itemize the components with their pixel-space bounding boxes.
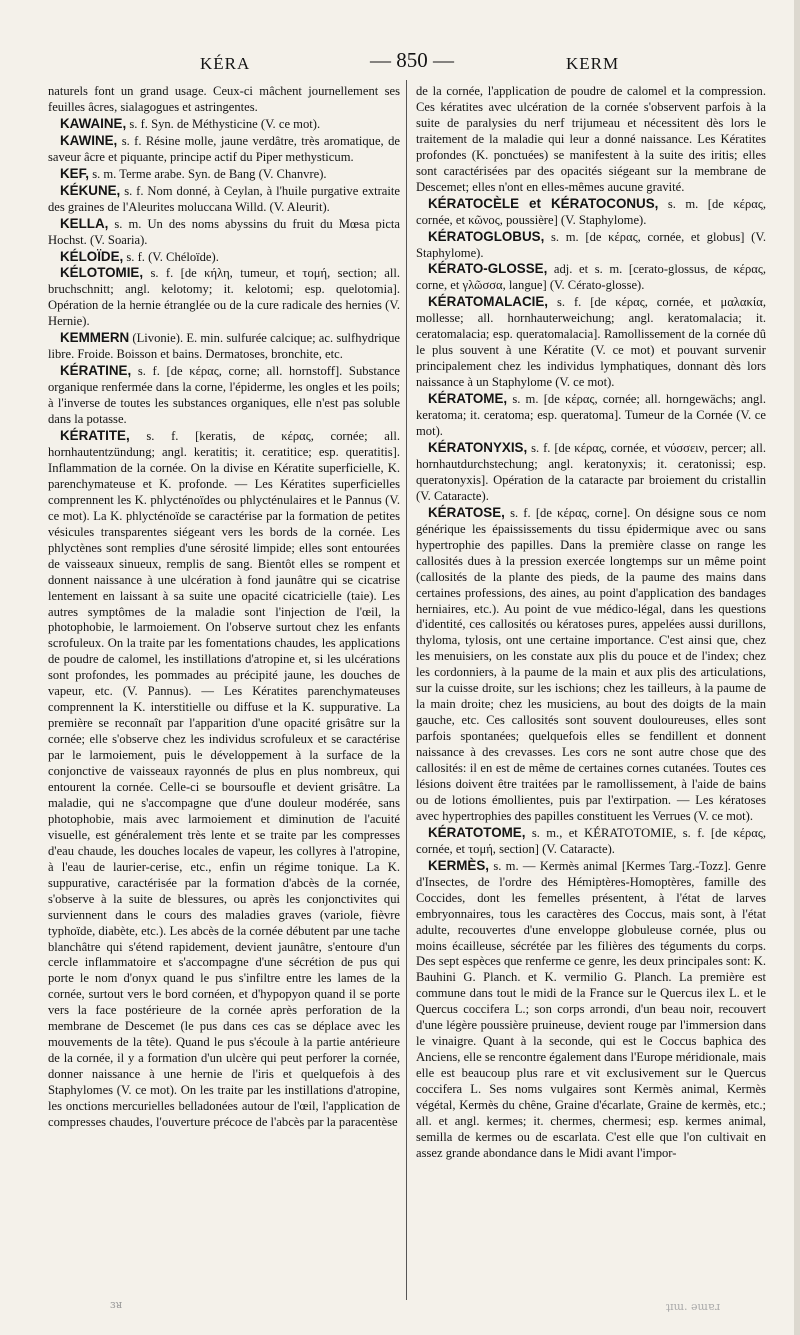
dictionary-entry — [48, 363, 400, 428]
entry-text: s. m. [de κέρας, cornée, et κῶνος, poussière] (V. Staphylome). — [416, 196, 766, 227]
entry-text: s. m. — Kermès animal [Kermes Targ.-Tozz]. Genre d'Insectes, de l'ordre des Hémiptères-Homoptères, famille des Coccides, dont les femelles présentent, à l'état de larves embryonnaires, tous les caractères des Coccus, mais sont, à l'état adulte, recouvertes d'une enveloppe globuleuse cornée, plus ou moins écailleuse, sécrétée par les filières des téguments du corps. Des sept espèces que renferme ce genre, les deux principales sont: K. Bauhini G. Planch. et K. vermilio G. Planch. La première est commune dans tout le midi de la France sur le Quercus ilex L. et le Quercus coccifera L.; son corps arrondi, d'un beau noir, recouvert d'une légère poussière pruineuse, devient rouge par l'immersion dans le vinaigre. Quant à la seconde, qui est le Coccus baphica des Anciens, elle se rencontre également dans l'Europe méridionale, mais elle est beaucoup plus rare et vit exclusivement sur le Quercus coccifera L. Ses noms vulgaires sont Kermès animal, Kermès végétal, Kermès du chêne, Graine d'écarlate, Graine de kermès, etc.; all. et angl. kermes; it. chermes, chermesi; esp. kermes animal, semilla de kermes ou de escarlata. C'est elle que l'on cultivait en assez grande abondance dans le Midi avant l'impor- — [416, 858, 766, 1160]
entry-text: s. m. [de κέρας, cornée; all. horngewächs; angl. keratoma; it. ceratoma; esp. queratoma]. Tumeur de la Cornée (V. ce mot). — [416, 392, 766, 439]
entry-text: s. m. Terme arabe. Syn. de Bang (V. Chanvre). — [92, 166, 327, 181]
entry-text: naturels font un grand usage. Ceux-ci mâchent journellement ses feuilles âcres, sialagogues et astringentes. — [48, 84, 400, 114]
dictionary-entry — [416, 505, 766, 825]
page-edge — [794, 0, 800, 1335]
entry-headword: KEF, — [60, 165, 90, 181]
entry-headword: KÉRATOGLOBUS, — [428, 228, 545, 244]
entry-text: s. f. [keratis, de κέρας, cornée; all. hornhautentzündung; angl. keratitis; it. ceratitice; esp. queratitis]. Inflammation de la cornée. On la divise en Kératite superficielle, K. parenchymateuse et K. profonde. — Les Kératites superficielles comprennent les K. phlycténoïdes ou phlycténulaires et le Pannus (V. ce mot). La K. phlycténoïde se caractérise par la formation de petites vésicules transparentes siégeant vers les bords de la cornée. Les phlyctènes sont remplies d'une sérosité limpide; elles sont entourées de vaisseaux sinueux, remplis de sang. Bientôt elles se rompent et donnent naissance à une ulcération à fond jaunâtre qui se cicatrise lentement en laissant à sa suite une opacité cicatricielle (taie). Les autres symptômes de la maladie sont l'injection de l'œil, la photophobie, le larmoiement. On l'observe surtout chez les enfants scrofuleux. On la traite par les fomentations chaudes, les applications de poudre de calomel, les instillations d'atropine et, si les ulcérations sont profondes, les pommades au précipité jaune, les douches de vapeur, etc. (V. Pannus). — Les Kératites parenchymateuses comprennent la K. interstitielle ou diffuse et la K. suppurative. La première se reconnaît par l'apparition d'une opacité grisâtre sur la cornée; elle s'observe chez les individus scrofuleux et se caractérise par le larmoiement, puis le développement à la surface de la conjonctive de vaisseaux rayonnés de plus en plus nombreux, qui entourent la cornée. Celle-ci se boursoufle et devient grisâtre. La maladie, qui ne s'accompagne que d'une douleur modérée, sans photophobie, mais avec larmoiement et diminution de l'acuité visuelle, est généralement très lente et se traite par les compresses d'eau chaude, les douches locales de vapeur, les collyres à l'atropine, à l'eau de laurier-cerise, etc., enfin un régime tonique. La K. suppurative, caractérisée par la formation d'abcès de la cornée, s'observe à la suite de blessures, ou après les conjonctivites qui surviennent dans le cours des maladies graves (variole, fièvre typhoïde, diabète, etc.). Les abcès de la cornée débutent par une tache blanchâtre qui s'étend rapidement, devient jaunâtre, s'entoure d'un cercle inflammatoire et s'accompagne d'une sécrétion de pus qui porte le nom d'onyx quand le pus s'infiltre entre les lames de la cornée, surtout vers le bord cornéen, et d'hypopyon quand il se porte vers la face postérieure de la cornée après perforation de la membrane de Descemet (le pus dans ces cas se déplace avec les mouvements de la tête). Quand le pus s'écoule à la partie antérieure de la cornée, il y a formation d'un ulcère qui peut perforer la cornée, donner naissance à une hernie de l'iris et quelquefois à des Staphylomes (V. ce mot). On les traite par les instillations d'atropine, les onctions mercurielles belladonées autour de l'œil, l'application de compresses chaudes, l'ouverture précoce de l'abcès par la paracentèse — [48, 429, 400, 1129]
footer-mark-right: ʇɪɯ. ǝɯɐɹ — [665, 1300, 720, 1313]
dictionary-entry — [48, 428, 400, 1131]
page-number: — 850 — — [370, 48, 454, 72]
running-head-right: KERM — [566, 54, 620, 73]
entry-headword: KÉLOTOMIE, — [60, 265, 144, 281]
dictionary-entry — [48, 330, 400, 363]
dictionary-entry — [416, 391, 766, 440]
dictionary-entry — [48, 265, 400, 330]
dictionary-entry — [416, 196, 766, 229]
entry-text: s. f. [de κήλη, tumeur, et τομή, section; all. bruchschnitt; angl. kelotomy; it. kelotomi; esp. quelotomia]. Opération de la hernie étranglée ou de la cure radicale des hernies (V. Hernie). — [48, 266, 400, 329]
entry-headword: KÉRATOTOME, — [428, 824, 526, 840]
entry-text: s. f. Syn. de Méthysticine (V. ce mot). — [129, 116, 321, 131]
entry-text: s. f. [de κέρας, corne]. On désigne sous ce nom générique les épaississements du tissu épidermique avec ou sans hypertrophie des papilles. Dans la première classe on range les callosités dues à la pression exercée longtemps sur un même point (callosités de la plante des pieds, de la paume des mains dans certaines professions, des aines, au point d'application des bandages herniaires, etc.). Au point de vue médico-légal, dans les questions d'identité, ces callosités ou kératoses pures, appelées aussi durillons, thyloma, tylosis, ont une certaine importance. C'est ainsi que, chez les menuisiers, on les constate aux plis du pouce et de l'index; chez les cordonniers, à la paume de la main et aux plis des articulations, sur la cuisse droite, sur les ischions; chez les tailleurs, à la paume de la main droite; chez les musiciens, au bout des doigts de la main gauche, etc. Ces callosités sont souvent douloureuses, elles sont parfois spontanées; quelquefois elles se fendillent et donnent naissance à des crevasses. Les cors ne sont autre chose que des callosités: il en est de même de certaines cornes cutanées. Toutes ces lésions doivent être traitées par le ramollissement, à l'aide de bains ou de lotions émollientes, puis par l'extirpation. — Les kératoses avec hypertrophies des papilles constituent les Verrues (V. ce mot). — [416, 505, 766, 823]
entry-text: (Livonie). E. min. sulfurée calcique; ac. sulfhydrique libre. Froide. Boisson et bains. Dermatoses, bronchite, etc. — [48, 331, 400, 362]
entry-text: de la cornée, l'application de poudre de calomel et la compression. Ces kératites avec ulcération de la cornée s'observent parfois à la suite de paralysies du nerf trijumeau et nécessitent dès lors le traitement de la maladie qui leur a donné naissance. Les Kératites profondes (K. ponctuées) se manifestent à la suite des iritis; elles sont caractérisées par des opacités siégeant sur la membrane de Descemet; elles n'ont en elles-mêmes aucune gravité. — [416, 84, 766, 194]
running-head-left: KÉRA — [200, 54, 251, 73]
dictionary-entry — [416, 229, 766, 262]
entry-text: s. m. Un des noms abyssins du fruit du Mœsa picta Hochst. (V. Soaria). — [48, 216, 400, 247]
entry-text: s. f. [de κέρας, cornée, et νύσσειν, percer; all. hornhautdurchstechung; angl. keratonyxis; it. ceratonissi; esp. queratonyxis]. Opération de la cataracte par broiement du cristallin (V. Cataracte). — [416, 440, 766, 503]
entry-headword: KAWAINE, — [60, 115, 127, 131]
entry-text: adj. et s. m. [cerato-glossus, de κέρας, corne, et γλῶσσα, langue] (V. Cérato-glosse). — [416, 262, 766, 293]
entry-headword: KÉRATO-GLOSSE, — [428, 261, 548, 277]
entry-headword: KÉKUNE, — [60, 182, 121, 198]
entry-headword: KAWINE, — [60, 132, 118, 148]
entry-headword: KERMÈS, — [428, 857, 490, 873]
dictionary-entry — [416, 84, 766, 196]
entry-headword: KÉRATOME, — [428, 391, 508, 407]
right-column — [416, 84, 766, 1162]
entry-text: s. f. Nom donné, à Ceylan, à l'huile purgative extraite des graines de l'Aleurites moluccana Willd. (V. Aleurit). — [48, 183, 400, 214]
dictionary-entry — [48, 84, 400, 116]
entry-text: s. f. (V. Chéloïde). — [126, 249, 219, 264]
entry-headword: KÉRATONYXIS, — [428, 439, 528, 455]
dictionary-entry — [48, 116, 400, 133]
entry-text: s. f. [de κέρας, cornée, et μαλακία, mollesse; all. hornhauterweichung; angl. keratomalacia; it. ceratomalacia; esp. queratomalacia]. Ramollissement de la cornée dû le plus souvent à une Kératite (V. ce mot) et pouvant survenir principalement chez les individus lymphatiques, donnant dès lors naissance à un Staphylome (V. ce mot). — [416, 295, 766, 390]
dictionary-entry — [48, 216, 400, 249]
entry-text: s. m., et KÉRATOTOMIE, s. f. [de κέρας, cornée, et τομή, section] (V. Cataracte). — [416, 825, 766, 856]
entry-headword: KÉRATOCÈLE et KÉRATOCONUS, — [428, 195, 659, 211]
dictionary-entry — [416, 294, 766, 391]
dictionary-entry — [416, 825, 766, 858]
dictionary-entry — [48, 249, 400, 266]
entry-text: s. m. [de κέρας, cornée, et globus] (V. Staphylome). — [416, 229, 766, 260]
entry-text: s. f. Résine molle, jaune verdâtre, très aromatique, de saveur âcre et piquante, principe actif du Piper methysticum. — [48, 133, 400, 164]
entry-headword: KÉRATOMALACIE, — [428, 294, 549, 310]
dictionary-entry — [48, 183, 400, 216]
dictionary-entry — [48, 133, 400, 166]
entry-headword: KELLA, — [60, 215, 109, 231]
entry-text: s. f. [de κέρας, corne; all. hornstoff]. Substance organique renfermée dans la corne, l'épiderme, les ongles et les poils; à l'inverse de toutes les substances organiques, elle n'est pas soluble dans la potasse. — [48, 364, 401, 427]
dictionary-entry — [48, 166, 400, 183]
dictionary-entry — [416, 858, 766, 1162]
dictionary-entry — [416, 440, 766, 505]
entry-headword: KÉRATITE, — [60, 428, 130, 444]
left-column — [48, 84, 400, 1131]
entry-headword: KÉRATOSE, — [428, 504, 505, 520]
column-divider — [406, 80, 407, 1300]
entry-headword: KÉLOÏDE, — [60, 248, 124, 264]
entry-headword: KÉRATINE, — [60, 363, 132, 379]
entry-headword: KEMMERN — [60, 330, 130, 346]
footer-mark-left: ɜᴚ — [110, 1298, 123, 1311]
dictionary-entry — [416, 261, 766, 294]
page-header — [0, 48, 800, 80]
